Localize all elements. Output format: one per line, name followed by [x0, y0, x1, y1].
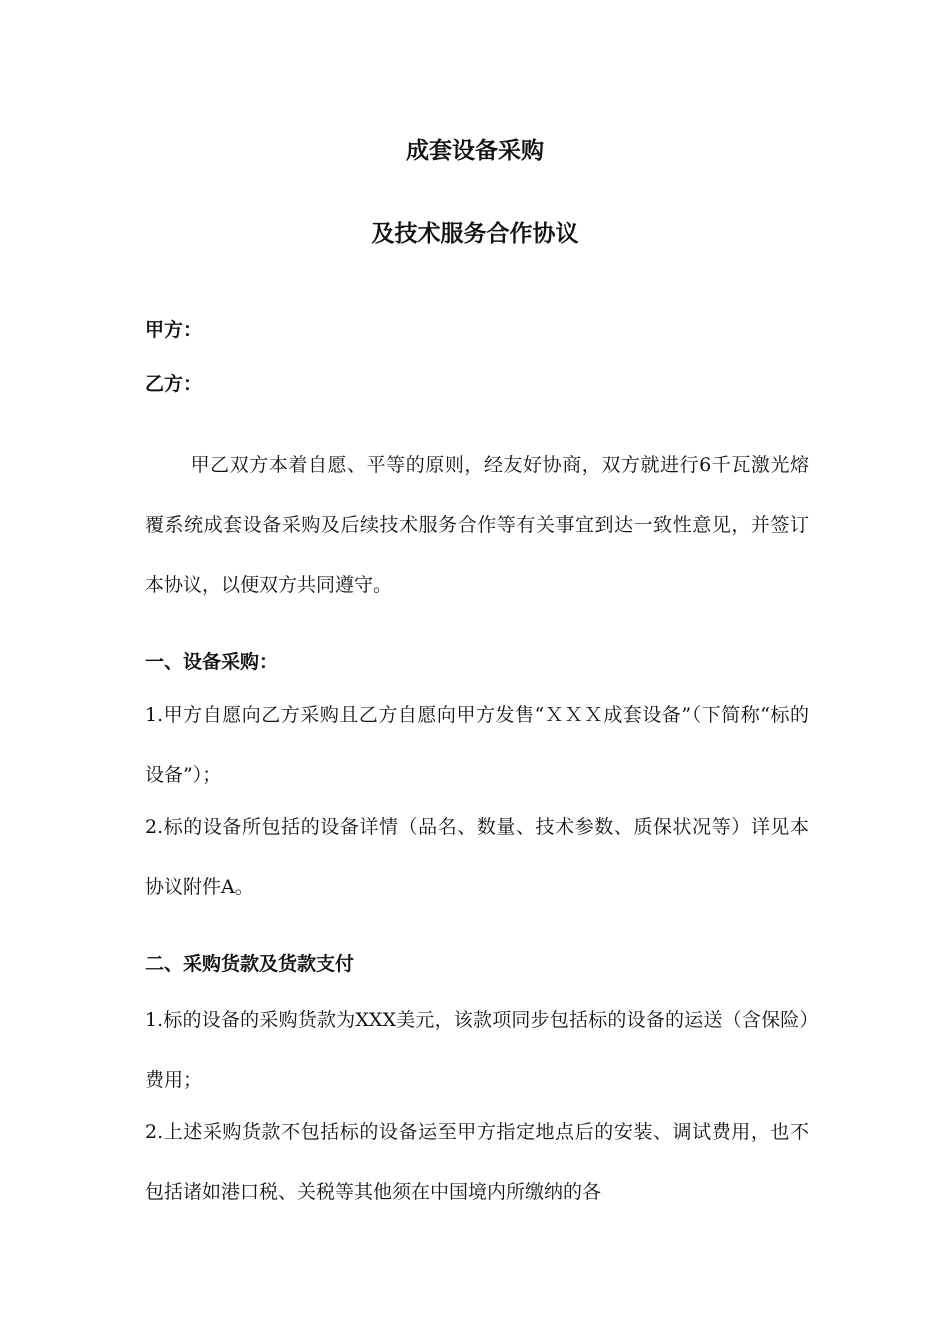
section-1-clause-1: 1.甲方自愿向乙方采购且乙方自愿向甲方发售“ＸＸＸ成套设备”（下简称“标的设备”）；	[145, 704, 809, 786]
party-a-label: 甲方：	[145, 319, 203, 341]
section-2-clause-1: 1.标的设备的采购货款为XXX美元，该款项同步包括标的设备的运送（含保险）费用；	[145, 1009, 809, 1091]
section-2-clause-2: 2.上述采购货款不包括标的设备运至甲方指定地点后的安装、调试费用，也不包括诸如港口税、关税等其他须在中国境内所缴纳的各	[145, 1121, 809, 1203]
section-2-heading: 二、采购货款及货款支付	[145, 953, 355, 975]
document-title-line1: 成套设备采购	[406, 138, 544, 164]
section-1-heading: 一、设备采购：	[145, 651, 279, 673]
section-1-clause-2: 2.标的设备所包括的设备详情（品名、数量、技术参数、质保状况等）详见本协议附件A。	[145, 816, 809, 898]
party-b-label: 乙方：	[145, 373, 203, 395]
intro-paragraph: 甲乙双方本着自愿、平等的原则，经友好协商，双方就进行6千瓦激光熔覆系统成套设备采购及后续技术服务合作等有关事宜到达一致性意见，并签订本协议，以便双方共同遵守。	[145, 454, 809, 596]
document-title-line2: 及技术服务合作协议	[371, 221, 579, 247]
